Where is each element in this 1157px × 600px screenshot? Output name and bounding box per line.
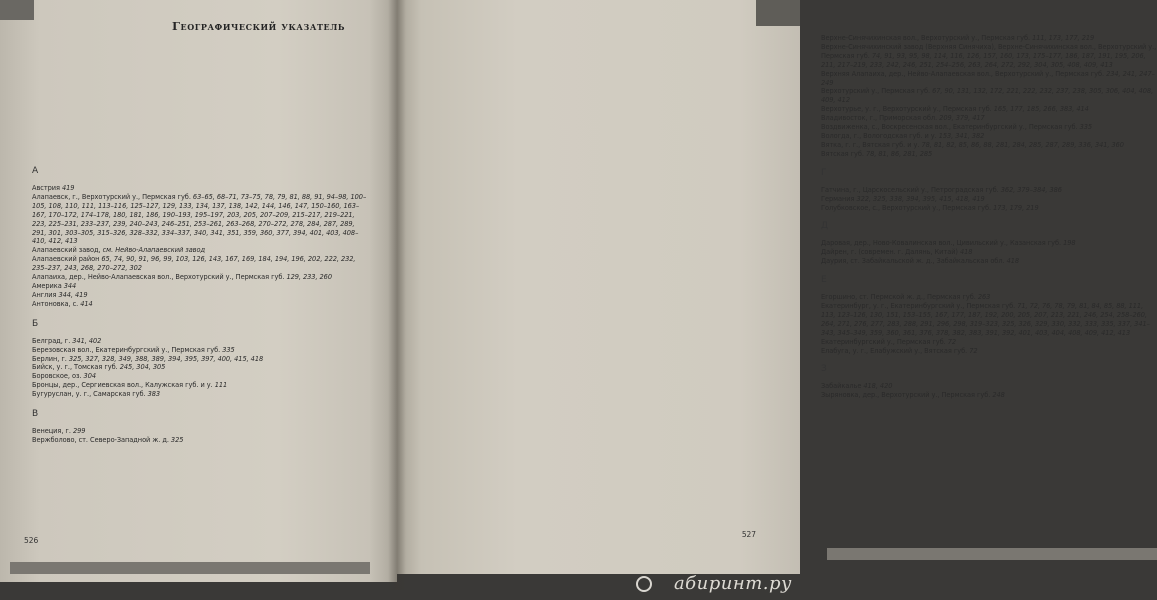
entry-place-name: Боровское, оз. <box>32 372 84 381</box>
section-letter: Д <box>821 221 828 232</box>
index-entry <box>32 390 370 399</box>
entry-place-name: Егоршино, ст. Пермской ж. д., Пермская губ. <box>821 293 978 302</box>
entry-page-refs: 418, 420 <box>863 382 893 391</box>
index-entry <box>821 257 1157 266</box>
left-column <box>32 162 370 445</box>
index-entry <box>821 293 1157 302</box>
page-number-left: 526 <box>24 536 39 546</box>
entry-place-name: Бийск, у. г., Томская губ. <box>32 363 120 372</box>
labirint-logo-icon <box>636 576 652 592</box>
index-entry <box>821 132 1157 141</box>
entry-place-name: Верхне-Синячихинский завод (Верхняя Синячиха), Верхне-Синячихинская вол., Верхотурский у., Пермская губ. <box>821 42 1157 60</box>
index-entry <box>821 248 1157 257</box>
entry-place-name: Даровая, дер., Ново-Ковалинская вол., Цивильский у., Казанская губ. <box>821 239 1064 248</box>
entry-place-name: Даурия, ст. Забайкальской ж. д., Забайкальская обл. <box>821 257 1007 266</box>
index-entry <box>32 273 370 282</box>
entry-page-refs: 383 <box>147 390 161 399</box>
left-thumb-tab <box>0 0 34 20</box>
entry-place-name: Владивосток, г., Приморская обл. <box>821 114 940 123</box>
entry-place-name: Екатеринбургский у., Пермская губ. <box>821 337 948 346</box>
right-footer-band <box>827 548 1157 560</box>
index-entry <box>32 300 370 309</box>
entry-place-name: Гатчина, г., Царскосельский у., Петроградская губ. <box>821 185 1001 194</box>
section-letter: З <box>821 364 827 375</box>
index-entry <box>32 427 370 436</box>
index-entry <box>32 255 370 273</box>
entry-page-refs: 78, 81, 86, 281, 285 <box>866 149 933 158</box>
section-letter: А <box>32 166 39 176</box>
section-letter: В <box>32 409 39 420</box>
index-entry <box>821 34 1157 43</box>
entry-place-name: Забайкалье <box>821 382 864 391</box>
index-entry <box>821 391 1157 400</box>
entry-place-name: Верхотурский у., Пермская губ. <box>821 87 933 96</box>
entry-page-refs: 341, 402 <box>72 336 102 345</box>
entry-page-refs: 418 <box>1006 257 1020 266</box>
entry-place-name: Америка <box>32 281 64 290</box>
entry-page-refs: 153, 341, 382 <box>938 131 985 140</box>
entry-place-name: Алапаевский завод, <box>32 246 103 255</box>
index-entry <box>32 291 370 300</box>
entry-place-name: Алапаевский район <box>32 255 102 264</box>
entry-page-refs: 322, 325, 338, 394, 395, 415, 418, 419 <box>856 194 985 203</box>
entry-place-name: Австрия <box>32 184 62 192</box>
entry-page-refs: 304 <box>83 372 96 381</box>
index-entry <box>821 43 1157 70</box>
index-entry <box>821 338 1157 347</box>
entry-place-name: Дайрен, г. (современ. г. Далянь, Китай) <box>821 248 960 257</box>
entry-page-refs: 71, 72, 76, 78, 79, 81, 84, 85, 88, 111, 113, 123–126, 130, 151, 153–155, 167, 177, 187, 192, 200, 205, 207, 213, 221, 246, 254, 258–260, 264, 271, 276, 277, 283, 288, 291, 296, 298, 319–323, 325, 326, 329, 330, 332, 333, 335, 337, 341–343, 345–349, 359, 360, 361, 376, 378, 382, 383, 391, 392, 401, 403, 404, 408, 409, 412, 413 <box>821 302 1150 337</box>
entry-page-refs: 419 <box>62 184 75 192</box>
index-entry <box>32 372 370 381</box>
entry-page-refs: 111 <box>214 381 228 390</box>
index-entry <box>821 141 1157 150</box>
entry-page-refs: 335 <box>1079 123 1093 132</box>
index-entry <box>821 87 1157 105</box>
book-gutter <box>388 0 406 590</box>
entry-place-name: Антоновка, с. <box>32 299 81 308</box>
entry-page-refs: 263 <box>977 293 991 302</box>
entry-page-refs: 198 <box>1063 239 1076 248</box>
entry-page-refs: 414 <box>80 299 93 308</box>
entry-place-name: Англия <box>32 290 59 299</box>
section-letter: Е <box>821 275 827 286</box>
index-entry <box>32 363 370 372</box>
entry-page-refs: 129, 233, 260 <box>286 273 332 282</box>
entry-page-refs: 234, 241, 247–249 <box>821 69 1155 87</box>
index-entry <box>821 70 1157 88</box>
entry-page-refs: 111, 173, 177, 219 <box>1032 34 1095 42</box>
entry-page-refs: 78, 81, 82, 85, 86, 88, 281, 284, 285, 287, 289, 336, 341, 360 <box>921 140 1124 149</box>
entry-page-refs: 344 <box>63 281 77 290</box>
entry-place-name: Вятка, г. г., Вятская губ. и у. <box>821 140 922 149</box>
index-entry <box>821 114 1157 123</box>
entry-place-name: Алапаиха, дер., Нейво-Алапаевская вол., Верхотурский у., Пермская губ. <box>32 273 287 282</box>
right-column <box>821 34 1157 400</box>
index-entry <box>821 302 1157 338</box>
entry-place-name: Елабуга, у. г., Елабужский у., Вятская губ. <box>821 346 970 355</box>
index-entry <box>821 239 1157 248</box>
index-entry <box>32 246 370 255</box>
entry-page-refs: 299 <box>72 427 86 436</box>
index-entry <box>821 195 1157 204</box>
entry-page-refs: 418 <box>960 248 973 257</box>
index-entry <box>821 150 1157 159</box>
section-letter: Б <box>32 318 39 329</box>
entry-place-name: Вологда, г., Вологодская губ. и у. <box>821 131 939 140</box>
entry-page-refs: 335 <box>222 345 235 354</box>
entry-page-refs: 209, 379, 417 <box>939 114 985 123</box>
entry-place-name: Белград, г. <box>32 336 73 345</box>
watermark: абиринт.ру <box>673 573 792 594</box>
index-entry <box>32 184 370 193</box>
entry-page-refs: 72 <box>947 337 957 346</box>
entry-page-refs: 65, 74, 90, 91, 96, 99, 103, 126, 143, 167, 169, 184, 194, 196, 202, 222, 232, 235–237, 243, 268, 270–272, 302 <box>32 255 356 273</box>
index-entry <box>32 337 370 346</box>
entry-place-name: Вержболово, ст. Северо-Западной ж. д. <box>32 435 171 444</box>
section-letter: Г <box>821 167 827 178</box>
entry-page-refs: 344, 419 <box>58 290 88 299</box>
index-entry <box>821 186 1157 195</box>
entry-place-name: Бронцы, дер., Сергиевская вол., Калужская губ. и у. <box>32 381 215 390</box>
index-entry <box>821 347 1157 356</box>
left-page <box>0 0 397 582</box>
entry-page-refs: 325, 327, 328, 349, 388, 389, 394, 395, 397, 400, 415, 418 <box>68 354 264 363</box>
right-page <box>397 0 1157 574</box>
entry-place-name: Голубковское, с., Верхотурский у., Пермская губ. <box>821 203 994 212</box>
index-entry <box>821 105 1157 114</box>
entry-place-name: Воздвиженка, с., Воскресенская вол., Екатеринбургский у., Пермская губ. <box>821 123 1080 132</box>
entry-page-refs: 362, 379–384, 386 <box>1000 185 1062 194</box>
index-entry <box>32 381 370 390</box>
entry-place-name: Венеция, г. <box>32 427 73 436</box>
index-entry <box>32 346 370 355</box>
index-entry <box>821 123 1157 132</box>
entry-page-refs: 67, 90, 131, 132, 172, 221, 222, 232, 237, 238, 305, 306, 404, 408, 409, 412 <box>821 87 1154 105</box>
entry-page-refs: 245, 304, 305 <box>119 363 166 372</box>
entry-page-refs: 72 <box>969 346 978 355</box>
entry-place-name: Алапаевск, г., Верхотурский у., Пермская губ. <box>32 192 193 201</box>
index-entry <box>821 204 1157 213</box>
page-number-right: 527 <box>741 530 756 540</box>
entry-page-refs: 248 <box>992 391 1005 400</box>
entry-place-name: Зыряновка, дер., Верхотурский у., Пермская губ. <box>821 391 993 400</box>
entry-page-refs: 74, 91, 93, 95, 98, 114, 116, 126, 157, 160, 173, 175–177, 186, 187, 191, 195, 206, 211, 217–219, 233, 242, 246, 251, 254–256, 263, 264, 272, 292, 304, 305, 408, 409, 413 <box>821 51 1146 69</box>
entry-place-name: Бугуруслан, у. г., Самарская губ. <box>32 390 148 399</box>
index-entry <box>821 382 1157 391</box>
index-entry <box>32 282 370 291</box>
entry-place-name: Верхняя Алапаиха, дер., Нейво-Алапаевская вол., Верхотурский у., Пермская губ. <box>821 69 1107 78</box>
entry-place-name: Вятская губ. <box>821 149 867 158</box>
right-thumb-tab <box>756 0 800 26</box>
index-entry <box>32 436 370 445</box>
entry-page-refs: 173, 179, 219 <box>993 203 1039 212</box>
entry-place-name: Верхне-Синячихинская вол., Верхотурский у., Пермская губ. <box>821 34 1033 42</box>
entry-place-name: Верхотурье, у. г., Верхотурский у., Пермская губ. <box>821 105 994 114</box>
entry-page-refs: 165, 177, 185, 266, 383, 414 <box>993 105 1089 114</box>
entry-place-name: Берлин, г. <box>32 354 69 363</box>
index-entry <box>32 193 370 246</box>
index-entry <box>32 355 370 364</box>
entry-place-name: Германия <box>821 194 857 203</box>
entry-page-refs: 63–65, 68–71, 73–75, 78, 79, 81, 88, 91, 94–98, 100–105, 108, 110, 111, 113–116, 125–127, 129, 133, 134, 137, 138, 142, 144, 146, 147, 150–160, 163–167, 170–172, 174–178, 180, 181, 186, 190–193, 195–197, 203, 205, 207–209, 215–217, 219–221, 223, 225–231, 233–237, 239, 240–243, 246–251, 253–261, 263–268, 270–272, 278, 284, 287, 289, 291, 301, 303–305, 315–326, 328–332, 334–337, 340, 341, 351, 359, 360, 377, 394, 401, 403, 408–410, 412, 413 <box>32 192 367 246</box>
entry-page-refs: 325 <box>170 435 184 444</box>
entry-page-refs: см. Нейво-Алапаевский завод <box>102 246 206 255</box>
page-title: Географический указатель <box>172 19 346 33</box>
entry-place-name: Екатеринбург, у. г., Екатеринбургский у., Пермская губ. <box>821 302 1018 311</box>
entry-place-name: Березовская вол., Екатеринбургский у., Пермская губ. <box>32 345 223 354</box>
left-footer-band <box>10 562 370 574</box>
